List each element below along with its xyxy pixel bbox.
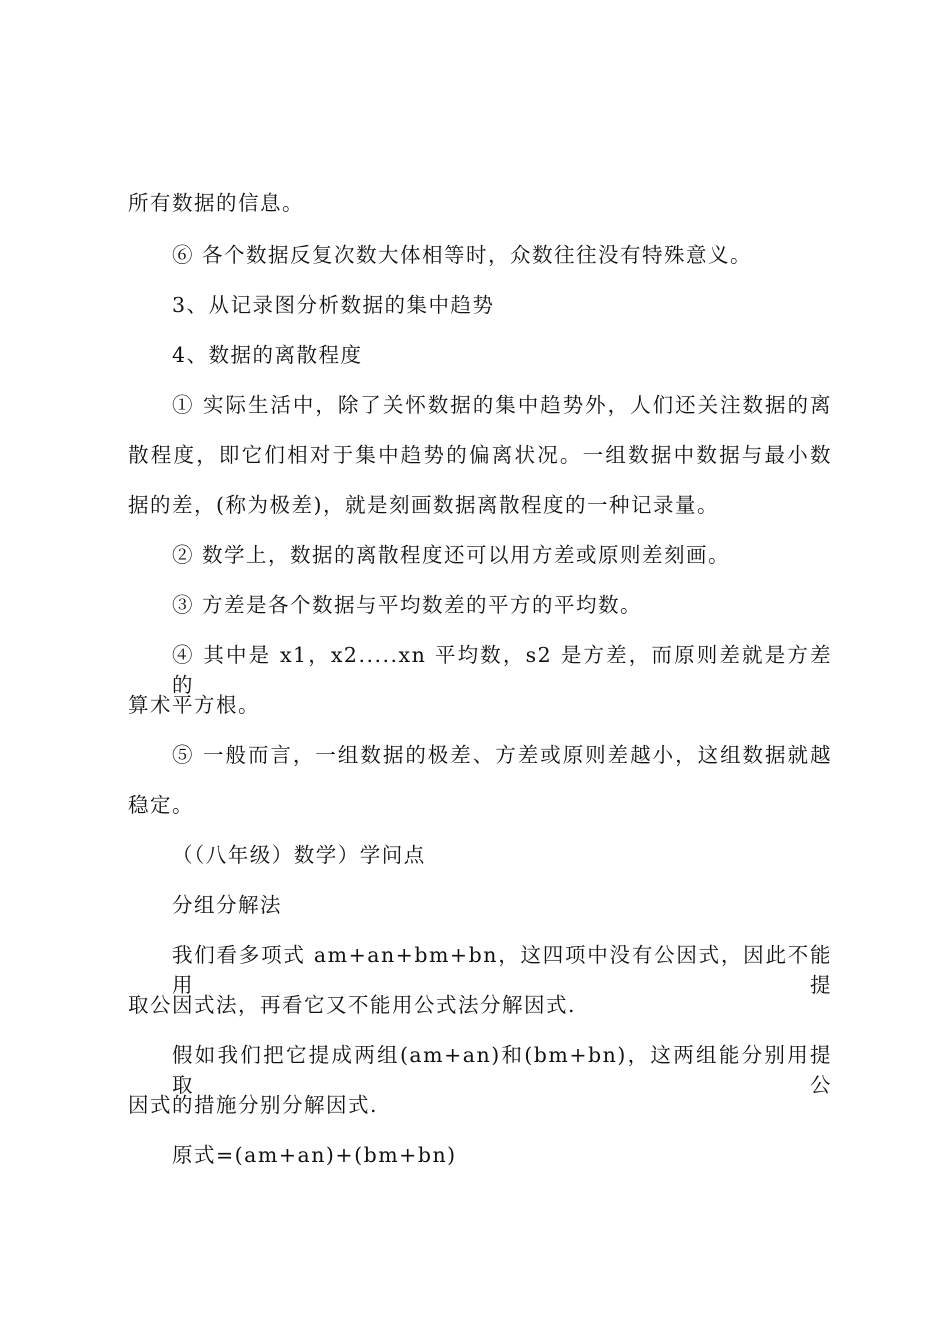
list-item-5: ⑤ 一般而言，一组数据的极差、方差或原则差越小，这组数据就越 (172, 743, 832, 767)
subsection-title: 分组分解法 (172, 893, 282, 917)
paragraph-line: 所有数据的信息。 (128, 191, 304, 215)
paragraph-line: 散程度，即它们相对于集中趋势的偏离状况。一组数据中数据与最小数 (128, 443, 832, 467)
formula-line: 原式=(am+an)+(bm+bn) (172, 1143, 457, 1167)
paragraph-line: 因式的措施分别分解因式. (128, 1093, 379, 1117)
paragraph-line: 取公因式法，再看它又不能用公式法分解因式. (128, 993, 577, 1017)
paragraph-line: 假如我们把它提成两组(am+an)和(bm+bn)，这两组能分别用提取公 (172, 1043, 832, 1097)
paragraph-line: 算术平方根。 (128, 693, 260, 717)
paragraph-line: 稳定。 (128, 793, 194, 817)
section-title: （（八年级）数学）学问点 (172, 843, 426, 867)
list-item-4: ④ 其中是 x1，x2.....xn 平均数，s2 是方差，而原则差就是方差的 (172, 643, 832, 697)
list-item-6: ⑥ 各个数据反复次数大体相等时，众数往往没有特殊意义。 (172, 243, 753, 267)
list-item-2: ② 数学上，数据的离散程度还可以用方差或原则差刻画。 (172, 543, 731, 567)
section-heading-4: 4、数据的离散程度 (172, 343, 363, 367)
list-item-1: ① 实际生活中，除了关怀数据的集中趋势外，人们还关注数据的离 (172, 393, 832, 417)
paragraph-line: 据的差，(称为极差)，就是刻画数据离散程度的一种记录量。 (128, 493, 719, 517)
section-heading-3: 3、从记录图分析数据的集中趋势 (172, 293, 495, 317)
paragraph-line: 我们看多项式 am+an+bm+bn，这四项中没有公因式，因此不能用提 (172, 943, 832, 997)
list-item-3: ③ 方差是各个数据与平均数差的平方的平均数。 (172, 593, 643, 617)
